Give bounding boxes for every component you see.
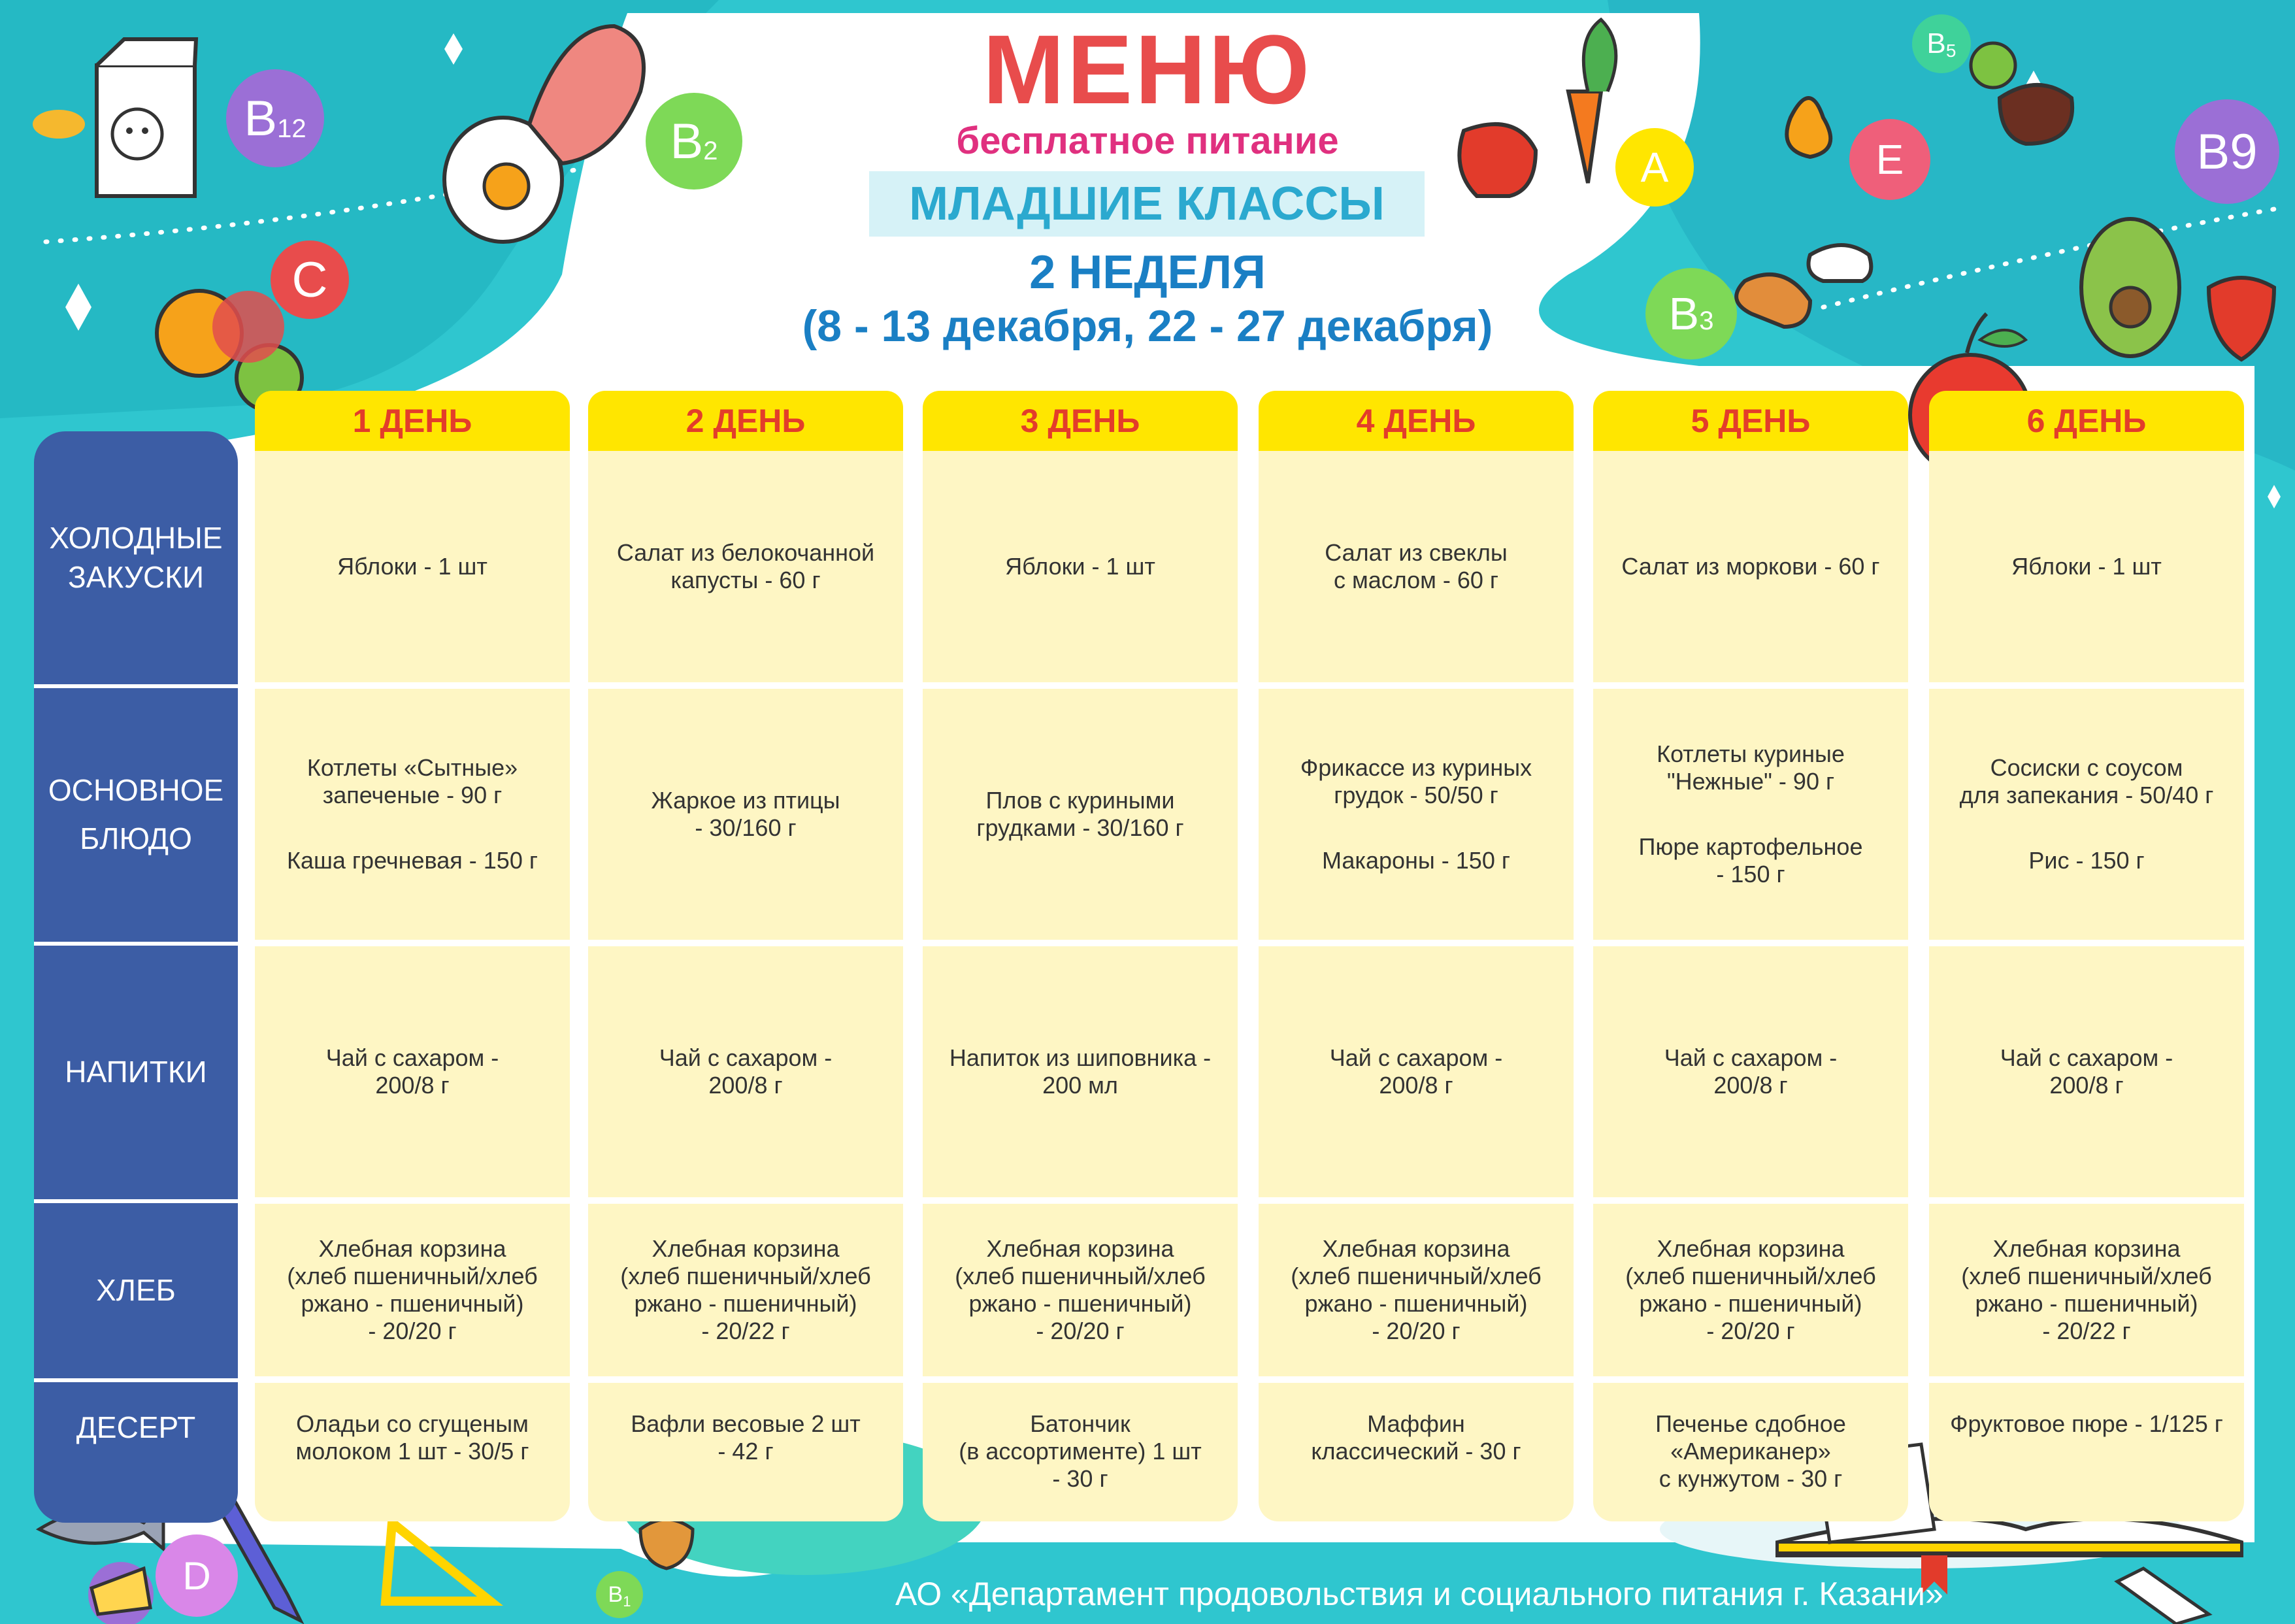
menu-item-line: Хлебная корзина <box>986 1235 1174 1262</box>
menu-item-line: Хлебная корзина <box>1322 1235 1510 1262</box>
menu-cell-main <box>255 689 570 940</box>
menu-item-line: Батончик <box>1030 1410 1131 1437</box>
day-header: 3 ДЕНЬ <box>923 391 1238 451</box>
vitamin-b1-bubble <box>596 1571 643 1618</box>
menu-item-line: - 20/20 г <box>1036 1317 1125 1345</box>
menu-item-line: - 20/20 г <box>1372 1317 1461 1345</box>
row-label-dessert <box>34 1382 238 1523</box>
vitamin-label: B <box>1668 288 1700 339</box>
week-label: 2 НЕДЕЛЯ <box>1029 246 1266 299</box>
day-column <box>1929 391 2244 1521</box>
menu-item-line: (хлеб пшеничный/хлеб <box>1961 1262 2212 1289</box>
menu-cell-cold <box>923 451 1238 682</box>
day-column <box>1259 391 1574 1521</box>
dates-label: (8 - 13 декабря, 22 - 27 декабря) <box>802 301 1493 351</box>
menu-item-line: Чай с сахаром - <box>1329 1044 1503 1071</box>
menu-item-line: ржано - пшеничный) <box>1304 1290 1528 1317</box>
menu-item-line: грудками - 30/160 г <box>976 814 1184 841</box>
vitamin-subscript: 1 <box>623 1593 631 1610</box>
menu-cell-bread <box>1259 1204 1574 1376</box>
menu-item-line: Яблоки - 1 шт <box>1005 552 1155 580</box>
day-column <box>255 391 570 1521</box>
vitamin-label: B <box>1926 27 1946 59</box>
row-label-cold <box>34 431 238 688</box>
row-label-main <box>34 688 238 946</box>
vitamin-label: E <box>1875 136 1904 183</box>
menu-cell-bread <box>1593 1204 1908 1376</box>
vitamin-label: C <box>291 252 328 308</box>
menu-item-line: Котлеты «Сытные» <box>306 754 518 781</box>
menu-item-line: - 20/20 г <box>368 1317 457 1345</box>
menu-item-line: 200/8 г <box>1713 1072 1788 1099</box>
menu-item-line: (хлеб пшеничный/хлеб <box>287 1262 538 1289</box>
menu-item-line: (хлеб пшеничный/хлеб <box>955 1262 1206 1289</box>
menu-item-line: Хлебная корзина <box>652 1235 840 1262</box>
menu-item-line: с маслом - 60 г <box>1333 567 1499 593</box>
menu-cell-drink <box>1593 946 1908 1197</box>
menu-cell-bread <box>255 1204 570 1376</box>
menu-item-line: Каша гречневая - 150 г <box>287 847 538 874</box>
menu-item-line: Оладьи со сгущеным <box>296 1410 529 1437</box>
menu-item-line: Яблоки - 1 шт <box>337 552 487 580</box>
menu-item-line: ржано - пшеничный) <box>634 1290 857 1317</box>
menu-item-line: 200/8 г <box>708 1072 783 1099</box>
menu-item-line: классический - 30 г <box>1311 1438 1521 1465</box>
day-column <box>1593 391 1908 1521</box>
menu-cell-bread <box>588 1204 903 1376</box>
menu-item-line: Печенье сдобное <box>1655 1410 1846 1437</box>
menu-cell-drink <box>1259 946 1574 1197</box>
day-header: 4 ДЕНЬ <box>1259 391 1574 451</box>
vitamin-subscript: 5 <box>1945 41 1957 61</box>
menu-cell-drink <box>923 946 1238 1197</box>
day-column <box>588 391 903 1521</box>
menu-item-line: 200/8 г <box>2049 1072 2124 1099</box>
row-label-line: НАПИТКИ <box>65 1055 207 1089</box>
menu-item-line: Фрикассе из куриных <box>1300 754 1532 781</box>
row-label-line: ЗАКУСКИ <box>67 559 205 594</box>
row-label-line: БЛЮДО <box>80 821 192 855</box>
row-label-bread <box>34 1203 238 1382</box>
row-label-line: ОСНОВНОЕ <box>48 773 224 808</box>
menu-item-line: Чай с сахаром - <box>1664 1044 1838 1071</box>
menu-item-line: ржано - пшеничный) <box>968 1290 1192 1317</box>
menu-item-line: - 20/22 г <box>701 1317 790 1345</box>
menu-item-line: капусты - 60 г <box>670 567 821 593</box>
vitamin-label: B <box>244 90 278 146</box>
menu-item-line: молоком 1 шт - 30/5 г <box>295 1438 529 1465</box>
menu-item-line: ржано - пшеничный) <box>1639 1290 1862 1317</box>
menu-cell-main <box>1259 689 1574 940</box>
row-label-line: ХОЛОДНЫЕ <box>49 520 223 555</box>
menu-item-line: Чай с сахаром - <box>325 1044 499 1071</box>
menu-cell-dessert <box>923 1383 1238 1521</box>
menu-item-line: Напиток из шиповника - <box>949 1044 1212 1071</box>
menu-cell-cold <box>1929 451 2244 682</box>
menu-item-line: - 30 г <box>1052 1465 1108 1493</box>
classes-banner <box>869 171 1425 237</box>
menu-item-line: Хлебная корзина <box>1992 1235 2181 1262</box>
menu-item-line: (в ассортименте) 1 шт <box>959 1438 1202 1465</box>
vitamin-subscript: 3 <box>1699 307 1714 335</box>
menu-cell-dessert <box>588 1383 903 1521</box>
day-header: 1 ДЕНЬ <box>255 391 570 451</box>
menu-item-line: Салат из свеклы <box>1325 539 1508 566</box>
menu-item-line: Жаркое из птицы <box>651 786 840 814</box>
menu-item-line: (хлеб пшеничный/хлеб <box>620 1262 871 1289</box>
menu-item-line: «Американер» <box>1670 1438 1831 1465</box>
vitamin-subscript: 12 <box>277 114 306 143</box>
vitamin-label: B <box>670 113 704 169</box>
menu-item-line: - 150 г <box>1716 861 1785 888</box>
menu-item-line: Яблоки - 1 шт <box>2011 552 2162 580</box>
vitamin-subscript: 2 <box>703 137 718 165</box>
menu-item-line: - 42 г <box>718 1438 774 1465</box>
menu-item-line: ржано - пшеничный) <box>301 1290 524 1317</box>
menu-cell-dessert <box>255 1383 570 1521</box>
day-column <box>923 391 1238 1521</box>
menu-cell-main <box>1929 689 2244 940</box>
menu-cell-cold <box>1259 451 1574 682</box>
menu-item-line: (хлеб пшеничный/хлеб <box>1625 1262 1876 1289</box>
menu-item-line: с кунжутом - 30 г <box>1659 1465 1843 1493</box>
menu-cell-dessert <box>1929 1383 2244 1521</box>
menu-item-line: Плов с куриными <box>985 786 1175 814</box>
menu-item-line: Фруктовое пюре - 1/125 г <box>1950 1410 2223 1437</box>
menu-item-line: 200 мл <box>1042 1072 1118 1099</box>
menu-item-line: Хлебная корзина <box>1657 1235 1845 1262</box>
menu-cell-cold <box>1593 451 1908 682</box>
menu-cell-bread <box>1929 1204 2244 1376</box>
menu-item-line: Макароны - 150 г <box>1322 847 1510 874</box>
menu-item-line: "Нежные" - 90 г <box>1666 767 1835 795</box>
classes-label: МЛАДШИЕ КЛАССЫ <box>909 178 1385 230</box>
menu-item-line: Пюре картофельное <box>1638 833 1863 860</box>
vitamin-label: B9 <box>2196 124 2258 180</box>
menu-cell-cold <box>255 451 570 682</box>
menu-cell-dessert <box>1259 1383 1574 1521</box>
menu-item-line: Сосиски с соусом <box>1990 754 2183 781</box>
menu-item-line: Салат из моркови - 60 г <box>1621 552 1880 580</box>
row-label-line: ХЛЕБ <box>96 1273 176 1308</box>
menu-item-line: Маффин <box>1367 1410 1465 1437</box>
menu-item-line: - 30/160 г <box>695 814 797 841</box>
menu-item-line: грудок - 50/50 г <box>1334 781 1498 808</box>
page-subtitle: бесплатное питание <box>956 120 1339 162</box>
menu-item-line: для запекания - 50/40 г <box>1959 781 2214 808</box>
menu-item-line: Чай с сахаром - <box>2000 1044 2173 1071</box>
day-header: 6 ДЕНЬ <box>1929 391 2244 451</box>
menu-cell-main <box>923 689 1238 940</box>
vitamin-d-bubble <box>156 1534 238 1617</box>
menu-item-line: Котлеты куриные <box>1657 740 1845 767</box>
menu-item-line: Хлебная корзина <box>318 1235 506 1262</box>
menu-item-line: 200/8 г <box>375 1072 450 1099</box>
menu-item-line: Чай с сахаром - <box>659 1044 833 1071</box>
vitamin-label: B <box>608 1582 623 1607</box>
page-title: МЕНЮ <box>982 14 1312 124</box>
menu-item-line: (хлеб пшеничный/хлеб <box>1291 1262 1542 1289</box>
menu-item-line: - 20/22 г <box>2042 1317 2131 1345</box>
menu-cell-bread <box>923 1204 1238 1376</box>
menu-cell-main <box>588 689 903 940</box>
menu-cell-main <box>1593 689 1908 940</box>
menu-cell-dessert <box>1593 1383 1908 1521</box>
day-header: 5 ДЕНЬ <box>1593 391 1908 451</box>
menu-cell-drink <box>588 946 903 1197</box>
menu-cell-drink <box>1929 946 2244 1197</box>
menu-item-line: - 20/20 г <box>1706 1317 1795 1345</box>
menu-item-line: Салат из белокочанной <box>616 539 875 566</box>
day-header: 2 ДЕНЬ <box>588 391 903 451</box>
row-labels-column <box>34 431 238 1523</box>
vitamin-label: D <box>182 1553 211 1598</box>
row-label-drinks <box>34 946 238 1203</box>
menu-item-line: Вафли весовые 2 шт <box>631 1410 861 1437</box>
menu-item-line: Рис - 150 г <box>2028 847 2145 874</box>
menu-cell-drink <box>255 946 570 1197</box>
row-label-line: ДЕСЕРТ <box>76 1410 196 1444</box>
menu-item-line: запеченые - 90 г <box>322 781 503 808</box>
menu-cell-cold <box>588 451 903 682</box>
vitamin-label: A <box>1640 144 1669 191</box>
menu-item-line: ржано - пшеничный) <box>1975 1290 2198 1317</box>
footer-organization: АО «Департамент продовольствия и социального питания г. Казани» <box>895 1576 1943 1612</box>
menu-item-line: 200/8 г <box>1379 1072 1453 1099</box>
